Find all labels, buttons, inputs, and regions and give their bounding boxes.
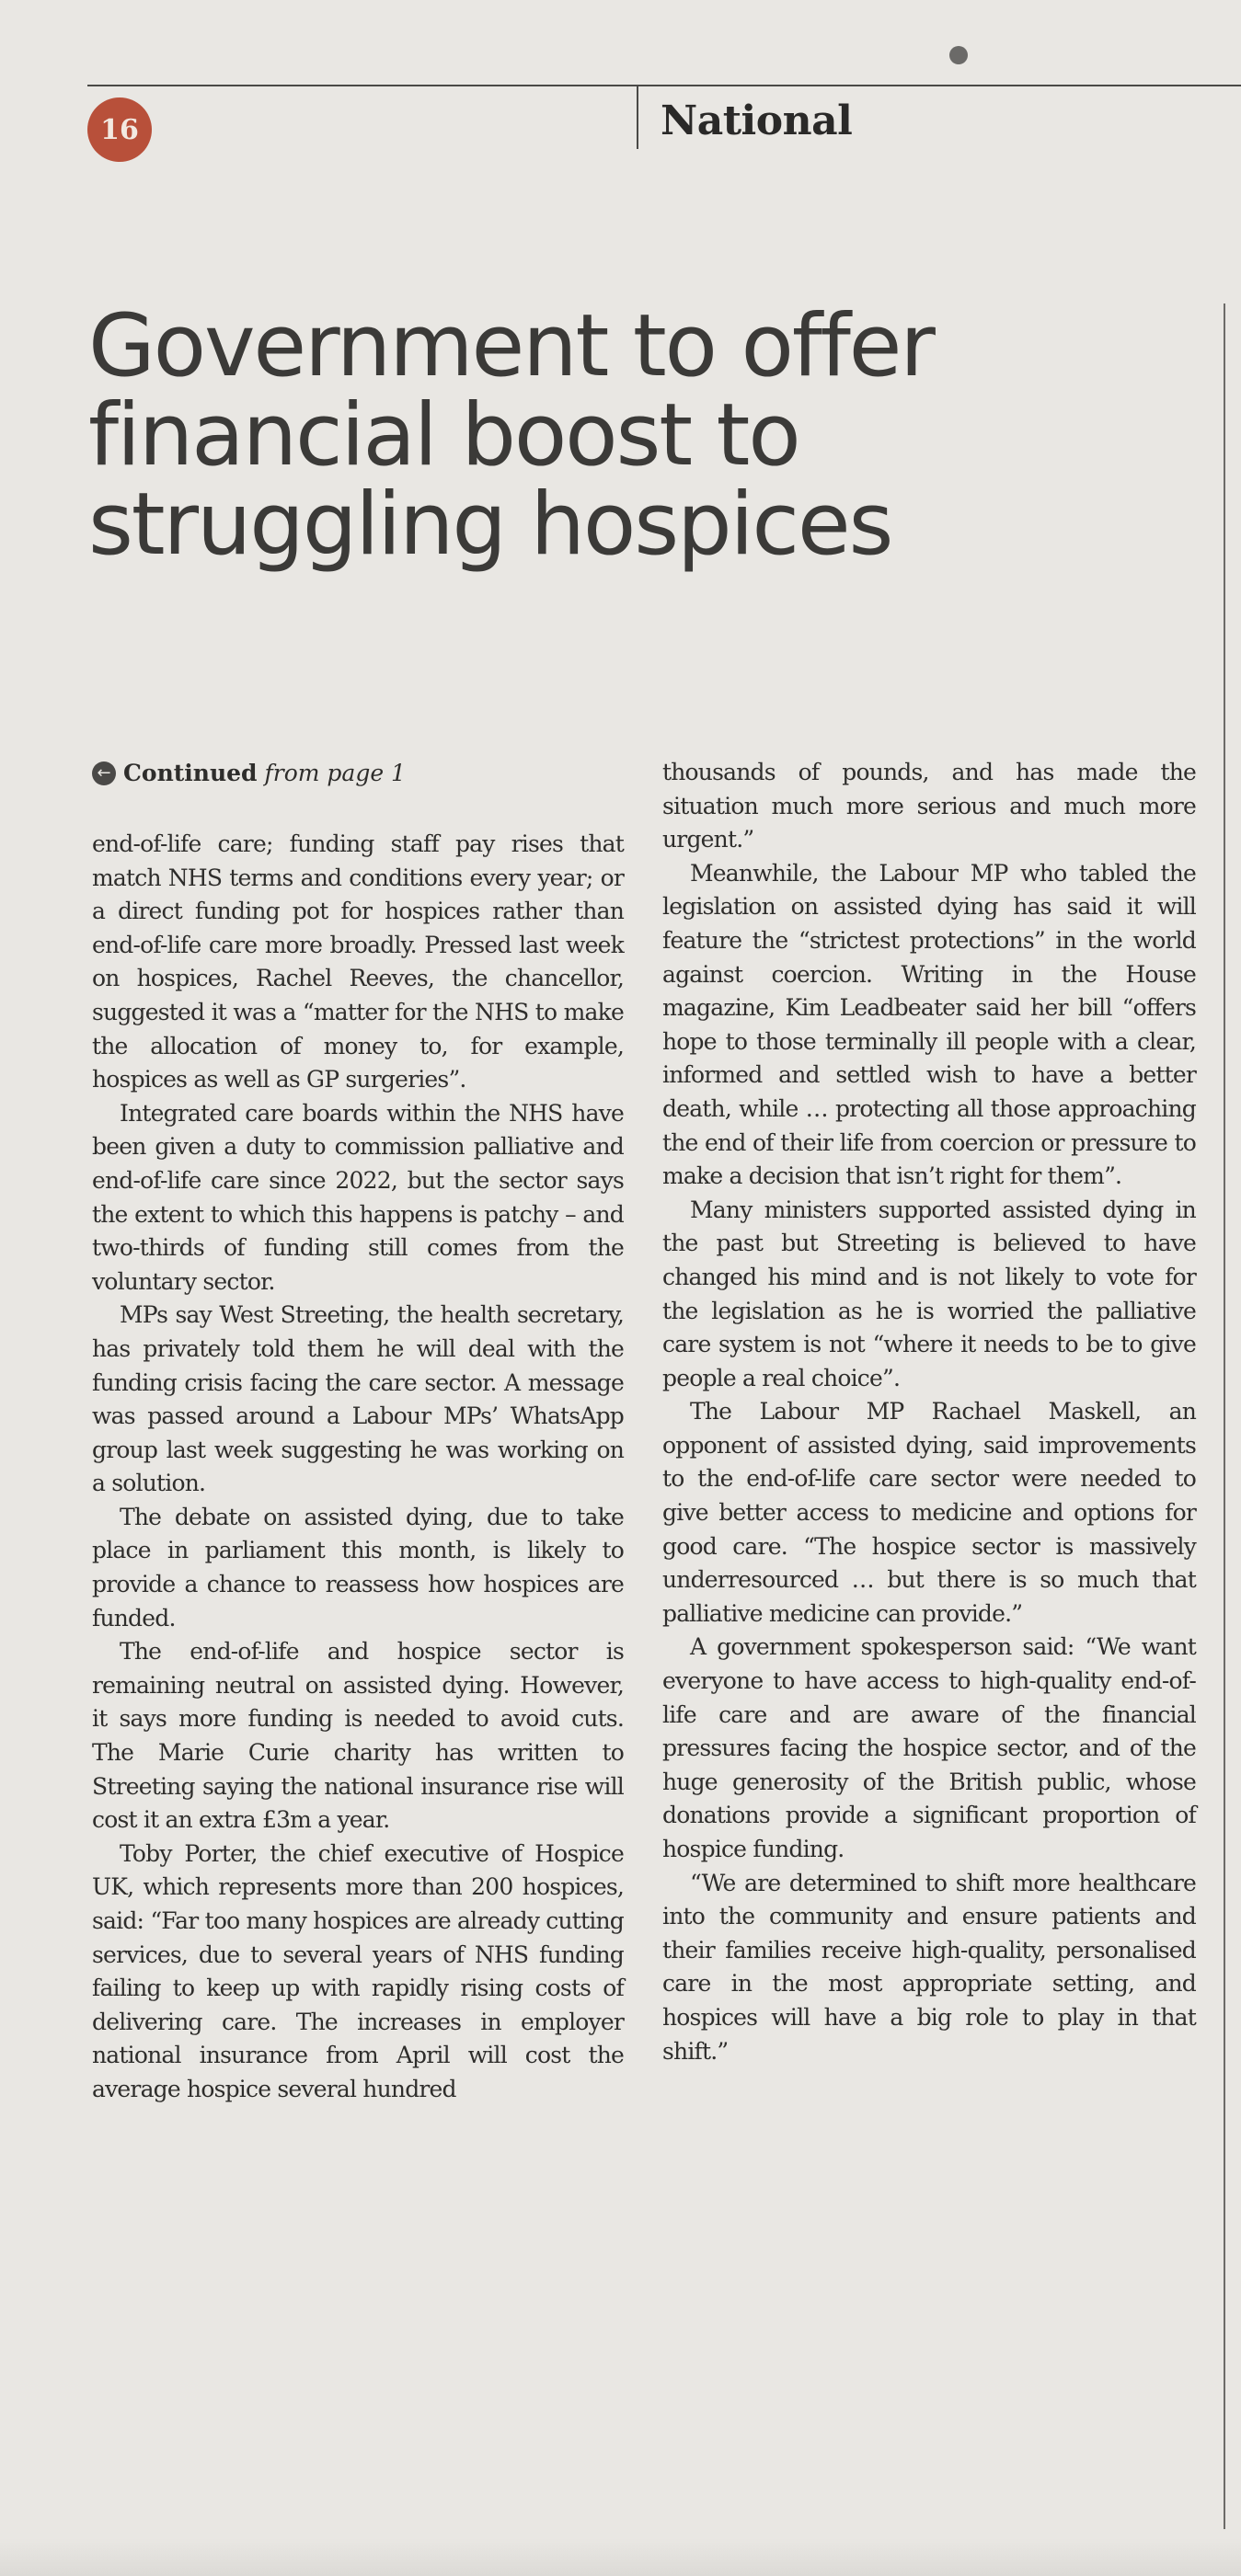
right-column <box>662 756 1196 2068</box>
paragraph: Integrated care boards within the NHS have been given a duty to commission palliative and end-of-life care since 2022, but the sector says the extent to which this happens is patchy – and two-thirds of funding still comes from the voluntary sector. <box>92 1099 624 1295</box>
paragraph: “We are determined to shift more healthcare into the community and ensure patients and their families receive high-quality, personalised care in the most appropriate setting, and hospices will have a big role to play in that shift.” <box>662 1869 1196 2065</box>
column-edge-rule <box>1224 303 1225 2529</box>
continued-source: from page 1 <box>264 760 406 786</box>
paragraph: MPs say West Streeting, the health secretary, has privately told them he will deal with the funding crisis facing the care sector. A message was passed around a Labour MPs’ WhatsApp group last week suggesting he was working on a solution. <box>92 1301 624 1497</box>
headline-line: Government to offer <box>88 296 934 396</box>
section-label: National <box>661 97 853 144</box>
headline-line: financial boost to <box>88 385 799 486</box>
page-number-badge: 16 <box>87 97 152 162</box>
paragraph: end-of-life care; funding staff pay rises that match NHS terms and conditions every year; or a direct funding pot for hospices rather than end-of-life care more broadly. Pressed last week on hospices, Rachel Reeves, the chancellor, suggested it was a “matter for the NHS to make the allocation of money to, for example, hospices as well as GP surgeries”. <box>92 830 624 1093</box>
paragraph: The debate on assisted dying, due to take place in parliament this month, is likely to provide a chance to reassess how hospices are funded. <box>92 1503 624 1631</box>
headline <box>88 296 1192 575</box>
arrow-left-icon: ← <box>92 761 116 785</box>
paragraph: Many ministers supported assisted dying in the past but Streeting is believed to have changed his mind and is not likely to vote for the legislation as he is worried the palliative care system is not “where it needs to be to give people a real choice”. <box>662 1196 1196 1391</box>
paragraph: The Labour MP Rachael Maskell, an opponent of assisted dying, said improvements to the end-of-life care sector were needed to give better access to medicine and options for good care. “The hospice sector is massively underresourced … but there is so much that palliative medicine can provide.” <box>662 1398 1196 1627</box>
page-bottom-edge <box>0 2538 1241 2576</box>
continued-label: Continued <box>123 760 258 786</box>
punch-hole-mark <box>949 46 968 64</box>
header-divider <box>637 85 638 149</box>
paragraph: A government spokesperson said: “We want everyone to have access to high-quality end-of-life care and are aware of the financial pressures facing the hospice sector, and of the huge generosity of the British public, whose donations provide a significant proportion of hospice funding. <box>662 1633 1196 1862</box>
paragraph: thousands of pounds, and has made the situation much more serious and much more urgent.” <box>662 759 1196 853</box>
paragraph: Meanwhile, the Labour MP who tabled the legislation on assisted dying has said it will feature the “strictest protections” in the world against coercion. Writing in the House magazine, Kim Leadbeater said her bill “offers hope to those terminally ill people with a clear, informed and settled wish to have a better death, while … protecting all those approaching the end of their life from coercion or pressure to make a decision that isn’t right for them”. <box>662 859 1196 1190</box>
headline-line: struggling hospices <box>88 475 892 575</box>
paragraph: The end-of-life and hospice sector is remaining neutral on assisted dying. However, it says more funding is needed to avoid cuts. The Marie Curie charity has written to Streeting saying the national insurance rise will cost it an extra £3m a year. <box>92 1638 624 1834</box>
continued-note <box>92 760 406 786</box>
paragraph: Toby Porter, the chief executive of Hospice UK, which represents more than 200 hospices, said: “Far too many hospices are already cutting services, due to several years of NHS funding failing to keep up with rapidly rising costs of delivering care. The increases in employer national insurance from April will cost the average hospice several hundred <box>92 1839 624 2102</box>
left-column <box>92 828 624 2107</box>
header-rule <box>87 85 1241 86</box>
